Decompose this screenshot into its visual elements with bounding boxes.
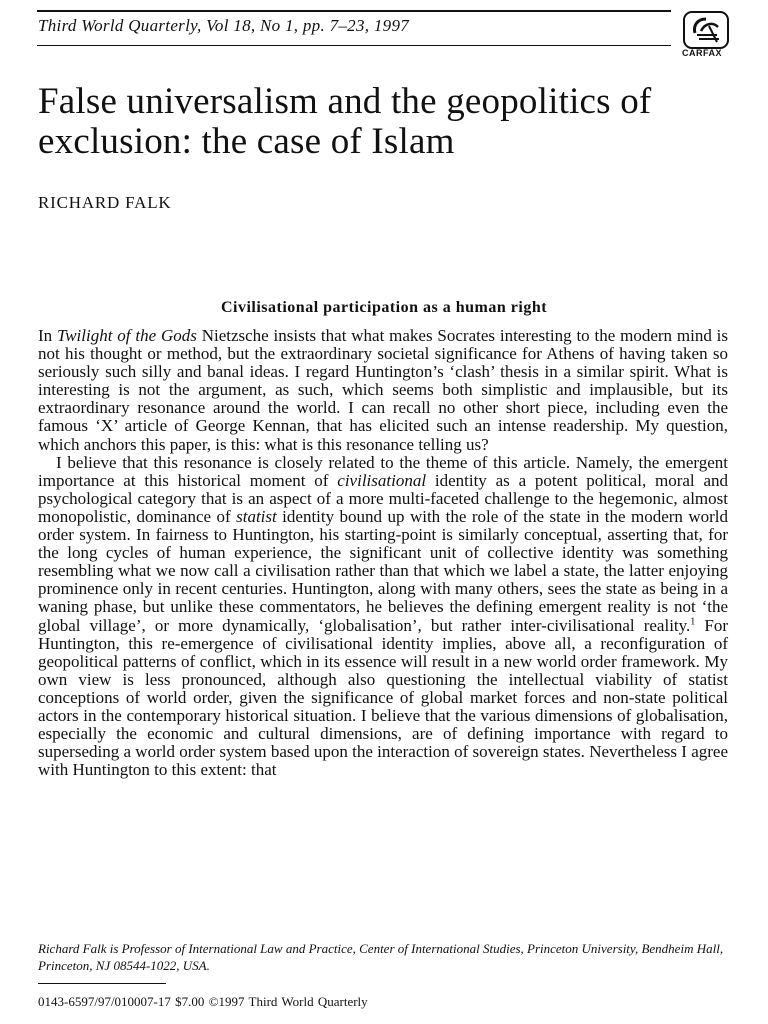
- emphasis-text: civilisational: [337, 470, 427, 490]
- carfax-emblem-icon: [683, 11, 729, 49]
- publisher-logo: [681, 11, 731, 59]
- emphasis-text: statist: [236, 506, 277, 526]
- body-text-run: In: [38, 326, 58, 345]
- copyright-line: 0143-6597/97/010007-17 $7.00 ©1997 Third World Quarterly: [38, 994, 368, 1009]
- body-paragraph: [38, 327, 728, 454]
- body-text-run: I believe that this resonance is closely related to the theme of this article. Namely, the emergent importance at this historical moment of: [38, 452, 728, 490]
- author-footnote: Richard Falk is Professor of International Law and Practice, Center of International Studies, Princeton University, Bendheim Hall, Princeton, NJ 08544-1022, USA.: [38, 941, 724, 973]
- body-text-run: identity as a potent political, moral and psychological category that is an aspect of a more multi-faceted challenge to the hegemonic, almost monopolistic, dominance of: [38, 470, 728, 526]
- emphasis-text: Twilight of the Gods: [57, 326, 197, 345]
- body-text-run: Nietzsche insists that what makes Socrates interesting to the modern mind is not his thought or method, but the extraordinary societal significance for Athens of having taken so seriously such silly and banal ideas. I regard Huntington’s ‘clash’ thesis in a similar spirit. What is interesting is not the argument, as such, which seems both simplistic and implausible, but its extraordinary resonance around the world. I can recall no other short piece, including even the famous ‘X’ article of George Kennan, that has elicited such an intense readership. My question, which anchors this paper, is this: what is this resonance telling us?: [38, 326, 729, 454]
- body-text-run: For Huntington, this re-emergence of civilisational identity implies, above all, a reconfiguration of geopolitical patterns of conflict, which in its essence will result in a new world order framework. My own view is less pronounced, although also questioning the intellectual viability of statist conceptions of world order, given the significance of global market forces and non-state political actors in the contemporary historical situation. I believe that the various dimensions of globalisation, especially the economic and cultural dimensions, are of defining importance with regard to superseding a world order system based upon the interaction of sovereign states. Nevertheless I agree with Huntington to this extent: that: [38, 615, 728, 780]
- footnote-marker: 1: [690, 615, 696, 627]
- article-title: False universalism and the geopolitics of exclusion: the case of Islam: [38, 81, 652, 162]
- article-body: [38, 327, 728, 779]
- body-paragraph: [38, 454, 728, 780]
- journal-citation: Third World Quarterly, Vol 18, No 1, pp. 7–23, 1997: [38, 16, 410, 35]
- body-text-run: identity bound up with the role of the state in the modern world order system. In fairness to Huntington, his starting-point is similarly conceptual, asserting that, for the long cycles of human experience, the significant unit of collective identity was something resembling what we now call a civilisation rather than that which we label a state, the latter enjoying prominence only in recent centuries. Huntington, along with many others, sees the state as being in a waning phase, but unlike these commentators, he believes the defining emergent reality is not ‘the global village’, or more dynamically, ‘globalisation’, but rather inter-civilisational reality.: [38, 506, 728, 635]
- publisher-logo-text: CARFAX: [682, 48, 723, 58]
- footer-rule: [38, 983, 166, 984]
- article-author: RICHARD FALK: [38, 193, 172, 212]
- header-top-rule: [37, 10, 671, 12]
- header-bottom-rule: [37, 45, 671, 46]
- section-heading: Civilisational participation as a human right: [220, 299, 548, 316]
